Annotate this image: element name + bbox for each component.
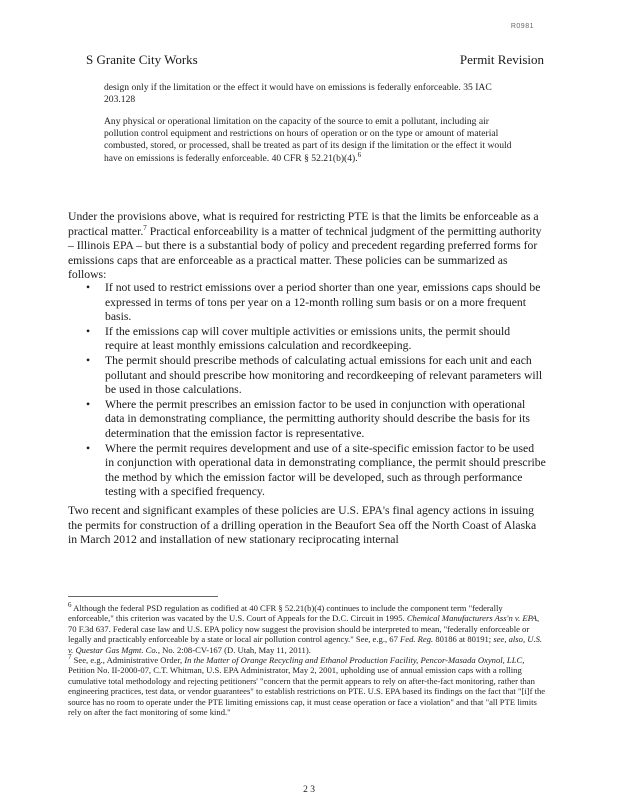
- footnote-case-name: In the Matter of Orange Recycling and Ethanol Production Facility, Pencor-Masada Oxynol, LLC: [184, 655, 523, 666]
- list-item: [86, 354, 546, 398]
- block-quote-2-text: Any physical or operational limitation on the capacity of the source to emit a pollutant, including air pollution control equipment and restrictions on hours of operation or on the type or amount of material combusted, stored, or processed, shall be treated as part of its design if the limitation or the effect it would have on emissions is federally enforceable. 40 CFR § 52.21(b)(4).: [104, 116, 512, 164]
- bullet-glyph: •: [86, 441, 91, 455]
- paragraph-examples: Two recent and significant examples of these policies are U.S. EPA's final agency actions in issuing the permits for construction of a drilling operation in the Beaufort Sea off the North Coast of Alaska in March 2012 and installation of new stationary reciprocating internal: [68, 504, 537, 547]
- policy-bullet-list: [86, 281, 546, 500]
- footnote-number: 7: [68, 653, 72, 662]
- list-item-text: The permit should prescribe methods of calculating actual emissions for each unit and each pollutant and should prescribe how monitoring and recordkeeping of relevant parameters will be used in those calculations.: [105, 353, 543, 397]
- footnote-divider: [68, 596, 218, 597]
- header-right-title: Permit Revision: [459, 52, 544, 67]
- bullet-glyph: •: [86, 397, 91, 411]
- bullet-glyph: •: [86, 353, 91, 367]
- footnote-number: 6: [68, 601, 72, 610]
- footnote-6: [68, 603, 548, 655]
- footnote-case-name: see, also, U.S. v. Questar Gas Mgmt. Co.: [68, 634, 543, 655]
- footnote-text: 80186 at 80191;: [433, 634, 494, 645]
- list-item: [86, 281, 546, 325]
- footnote-citation: Fed. Reg.: [400, 634, 434, 645]
- footnotes: [68, 603, 548, 717]
- paragraph-enforceability-a: Under the provisions above, what is required for restricting PTE is that the limits be enforceable as a practical matter.: [68, 210, 539, 238]
- list-item-text: Where the permit requires development and use of a site-specific emission factor to be used in conjunction with operational data in demonstrating compliance, the permit should prescribe the method by which the emission factor will be developed, such as through performance testing with a specified frequency.: [105, 441, 546, 499]
- list-item: [86, 442, 546, 500]
- paragraph-enforceability: [68, 210, 546, 283]
- paragraph-enforceability-b: Practical enforceability is a matter of technical judgment of the permitting authority – Illinois EPA – but there is a substantial body of policy and precedent regarding preferred forms for emissions caps that are enforceable as a practical matter. These policies can be summarized as follows:: [68, 224, 542, 282]
- footnote-ref-6: 6: [357, 150, 362, 159]
- list-item-text: Where the permit prescribes an emission factor to be used in conjunction with operational data in demonstrating compliance, the permitting authority should describe the basis for its determination that the emission factor is representative.: [105, 397, 530, 440]
- bullet-glyph: •: [86, 281, 91, 294]
- page-header: [86, 52, 544, 70]
- list-item: [86, 325, 546, 354]
- block-quote-1: design only if the limitation or the effect it would have on emissions is federally enforceable. 35 IAC 203.128: [104, 82, 492, 106]
- footnote-text: , Petition No. II-2000-07, C.T. Whitman, U.S. EPA Administrator, May 2, 2001, upholding use of annual emission caps with a rolling cumulative total methodology and rejecting petitioners' "concern that the permit appears to rely on after-the-fact monitoring, rather than engineering practices, test data, or vendor guarantees" to establish restrictions on PTE. U.S. EPA based its findings on the fact that "[i]f the source has no room to operate under the PTE limiting emissions cap, it must cease operation or face a violation" and that "all PTE limits rely on after the fact monitoring of some kind.": [68, 655, 546, 718]
- footnote-text: Although the federal PSD regulation as codified at 40 CFR § 52.21(b)(4) continues to include the component term "federally enforceable," this criterion was vacated by the U.S. Court of Appeals for the D.C. Circuit in 1995.: [68, 603, 503, 624]
- footnote-text: See, e.g., Administrative Order,: [71, 655, 185, 666]
- footnote-7: [68, 655, 548, 717]
- page-number: 2 3: [303, 785, 315, 795]
- header-left-title: S Granite City Works: [86, 52, 198, 67]
- footnote-ref-7: 7: [143, 223, 147, 232]
- list-item: [86, 398, 546, 442]
- bullet-glyph: •: [86, 324, 91, 338]
- block-quote-2: [104, 116, 516, 165]
- footnote-case-name: Chemical Manufacturers Ass'n v. EPA: [406, 613, 538, 624]
- list-item-text: If not used to restrict emissions over a period shorter than one year, emissions caps should be expressed in terms of tons per year on a 12-month rolling sum basis or on a more frequent basis.: [105, 281, 541, 324]
- footnote-text: , No. 2:08-CV-167 (D. Utah, May 11, 2011).: [157, 644, 311, 655]
- document-stamp: R0981: [510, 23, 534, 30]
- list-item-text: If the emissions cap will cover multiple activities or emissions units, the permit should require at least monthly emissions calculation and recordkeeping.: [105, 324, 511, 353]
- footnote-text: , 70 F.3d 637. Federal case law and U.S. EPA policy now suggest the provision should be interpreted to mean, "federally enforceable or legally and practicably enforceable by a state or local air pollution control agency." See, e.g., 67: [68, 613, 540, 645]
